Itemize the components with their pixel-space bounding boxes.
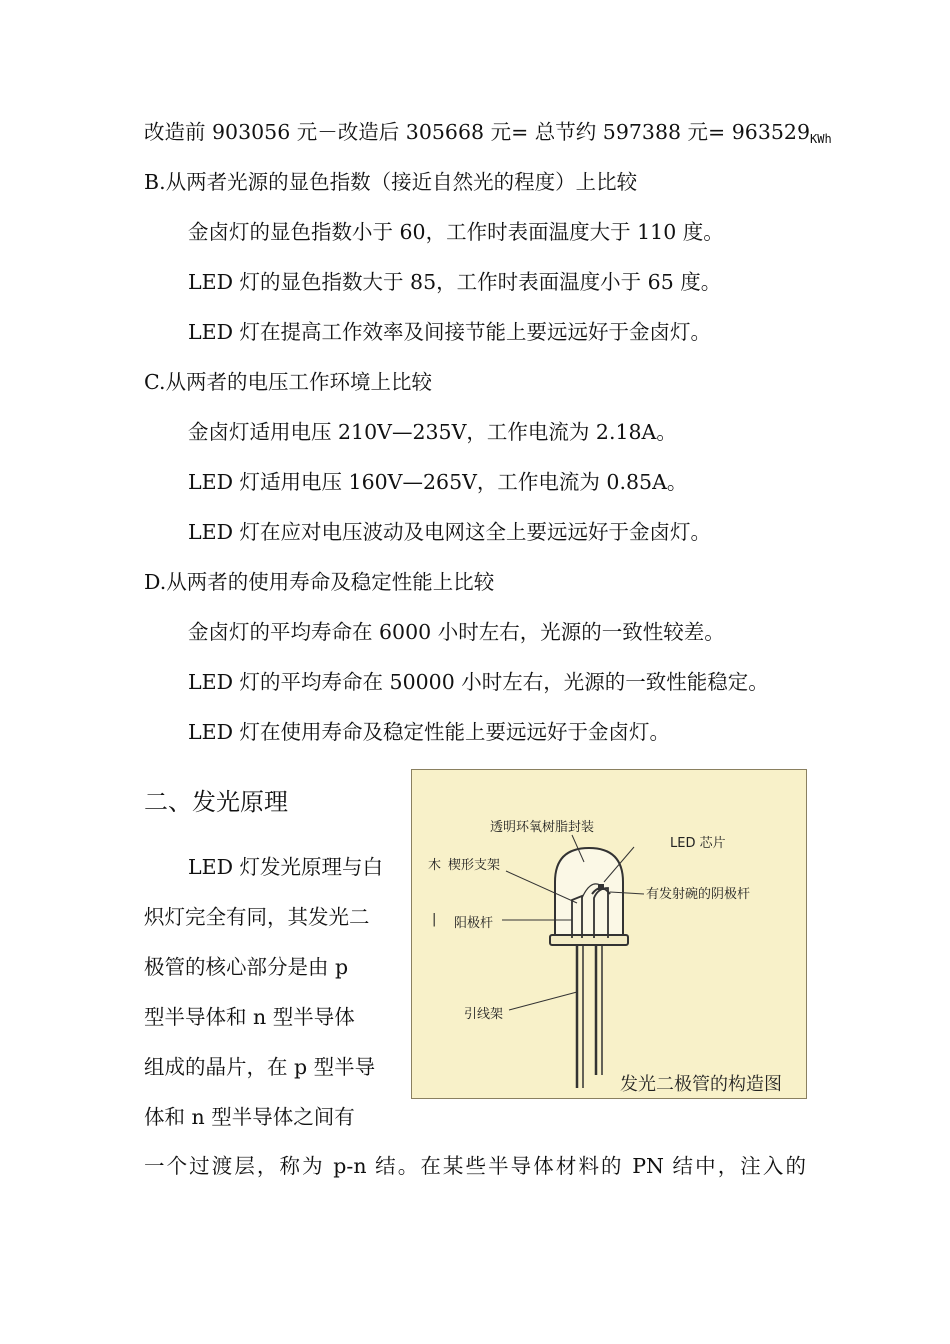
section-c-paragraph-2: LED 灯适用电压 160V—265V，工作电流为 0.85A。 <box>188 470 688 494</box>
savings-calculation-text: 改造前 903056 元－改造后 305668 元= 总节约 597388 元= 963529 <box>144 120 811 144</box>
label-led-chip: LED 芯片 <box>670 836 726 851</box>
label-mark-left-top: 木 <box>428 858 442 873</box>
section-d-paragraph-2: LED 灯的平均寿命在 50000 小时左右，光源的一致性能稳定。 <box>188 670 769 694</box>
principle-line-4: 型半导体和 n 型半导体 <box>144 1005 355 1029</box>
principle-line-1: LED 灯发光原理与白 <box>188 855 384 879</box>
kwh-unit: KWh <box>810 132 832 146</box>
principle-continuation-line: 一个过渡层，称为 p-n 结。在某些半导体材料的 PN 结中，注入的 <box>144 1154 806 1178</box>
section-b-title: B.从两者光源的显色指数（接近自然光的程度）上比较 <box>144 170 638 194</box>
lens-flange <box>550 935 628 945</box>
label-anode-rod: 阳极杆 <box>454 916 494 931</box>
label-lead-frame: 引线架 <box>464 1007 504 1022</box>
epoxy-dome <box>555 848 623 940</box>
led-structure-diagram <box>411 769 807 1099</box>
savings-calculation-line <box>144 118 832 153</box>
section-b-paragraph-1: 金卤灯的显色指数小于 60，工作时表面温度大于 110 度。 <box>188 220 724 244</box>
section-heading-principle: 二、发光原理 <box>144 788 288 816</box>
label-epoxy-encapsulation: 透明环氧树脂封装 <box>490 820 595 835</box>
section-d-paragraph-3: LED 灯在使用寿命及稳定性能上要远远好于金卤灯。 <box>188 720 671 744</box>
principle-line-5: 组成的晶片，在 p 型半导 <box>144 1055 376 1079</box>
led-drawing <box>412 770 808 1100</box>
section-c-paragraph-3: LED 灯在应对电压波动及电网这全上要远远好于金卤灯。 <box>188 520 712 544</box>
section-d-title: D.从两者的使用寿命及稳定性能上比较 <box>144 570 495 594</box>
leader-lead <box>509 992 577 1010</box>
label-mark-left-mid: | <box>432 912 437 927</box>
section-d-paragraph-1: 金卤灯的平均寿命在 6000 小时左右，光源的一致性较差。 <box>188 620 725 644</box>
figure-caption: 发光二极管的构造图 <box>620 1074 782 1095</box>
principle-line-6: 体和 n 型半导体之间有 <box>144 1105 355 1129</box>
section-b-paragraph-2: LED 灯的显色指数大于 85，工作时表面温度小于 65 度。 <box>188 270 722 294</box>
label-wedge-support: 楔形支架 <box>448 858 501 873</box>
principle-line-3: 极管的核心部分是由 p <box>144 955 349 979</box>
section-b-paragraph-3: LED 灯在提高工作效率及间接节能上要远远好于金卤灯。 <box>188 320 712 344</box>
section-c-paragraph-1: 金卤灯适用电压 210V—235V，工作电流为 2.18A。 <box>188 420 677 444</box>
label-cathode-with-cup: 有发射碗的阴极杆 <box>646 887 751 902</box>
principle-line-2: 炽灯完全有同，其发光二 <box>144 905 370 929</box>
section-c-title: C.从两者的电压工作环境上比较 <box>144 370 432 394</box>
